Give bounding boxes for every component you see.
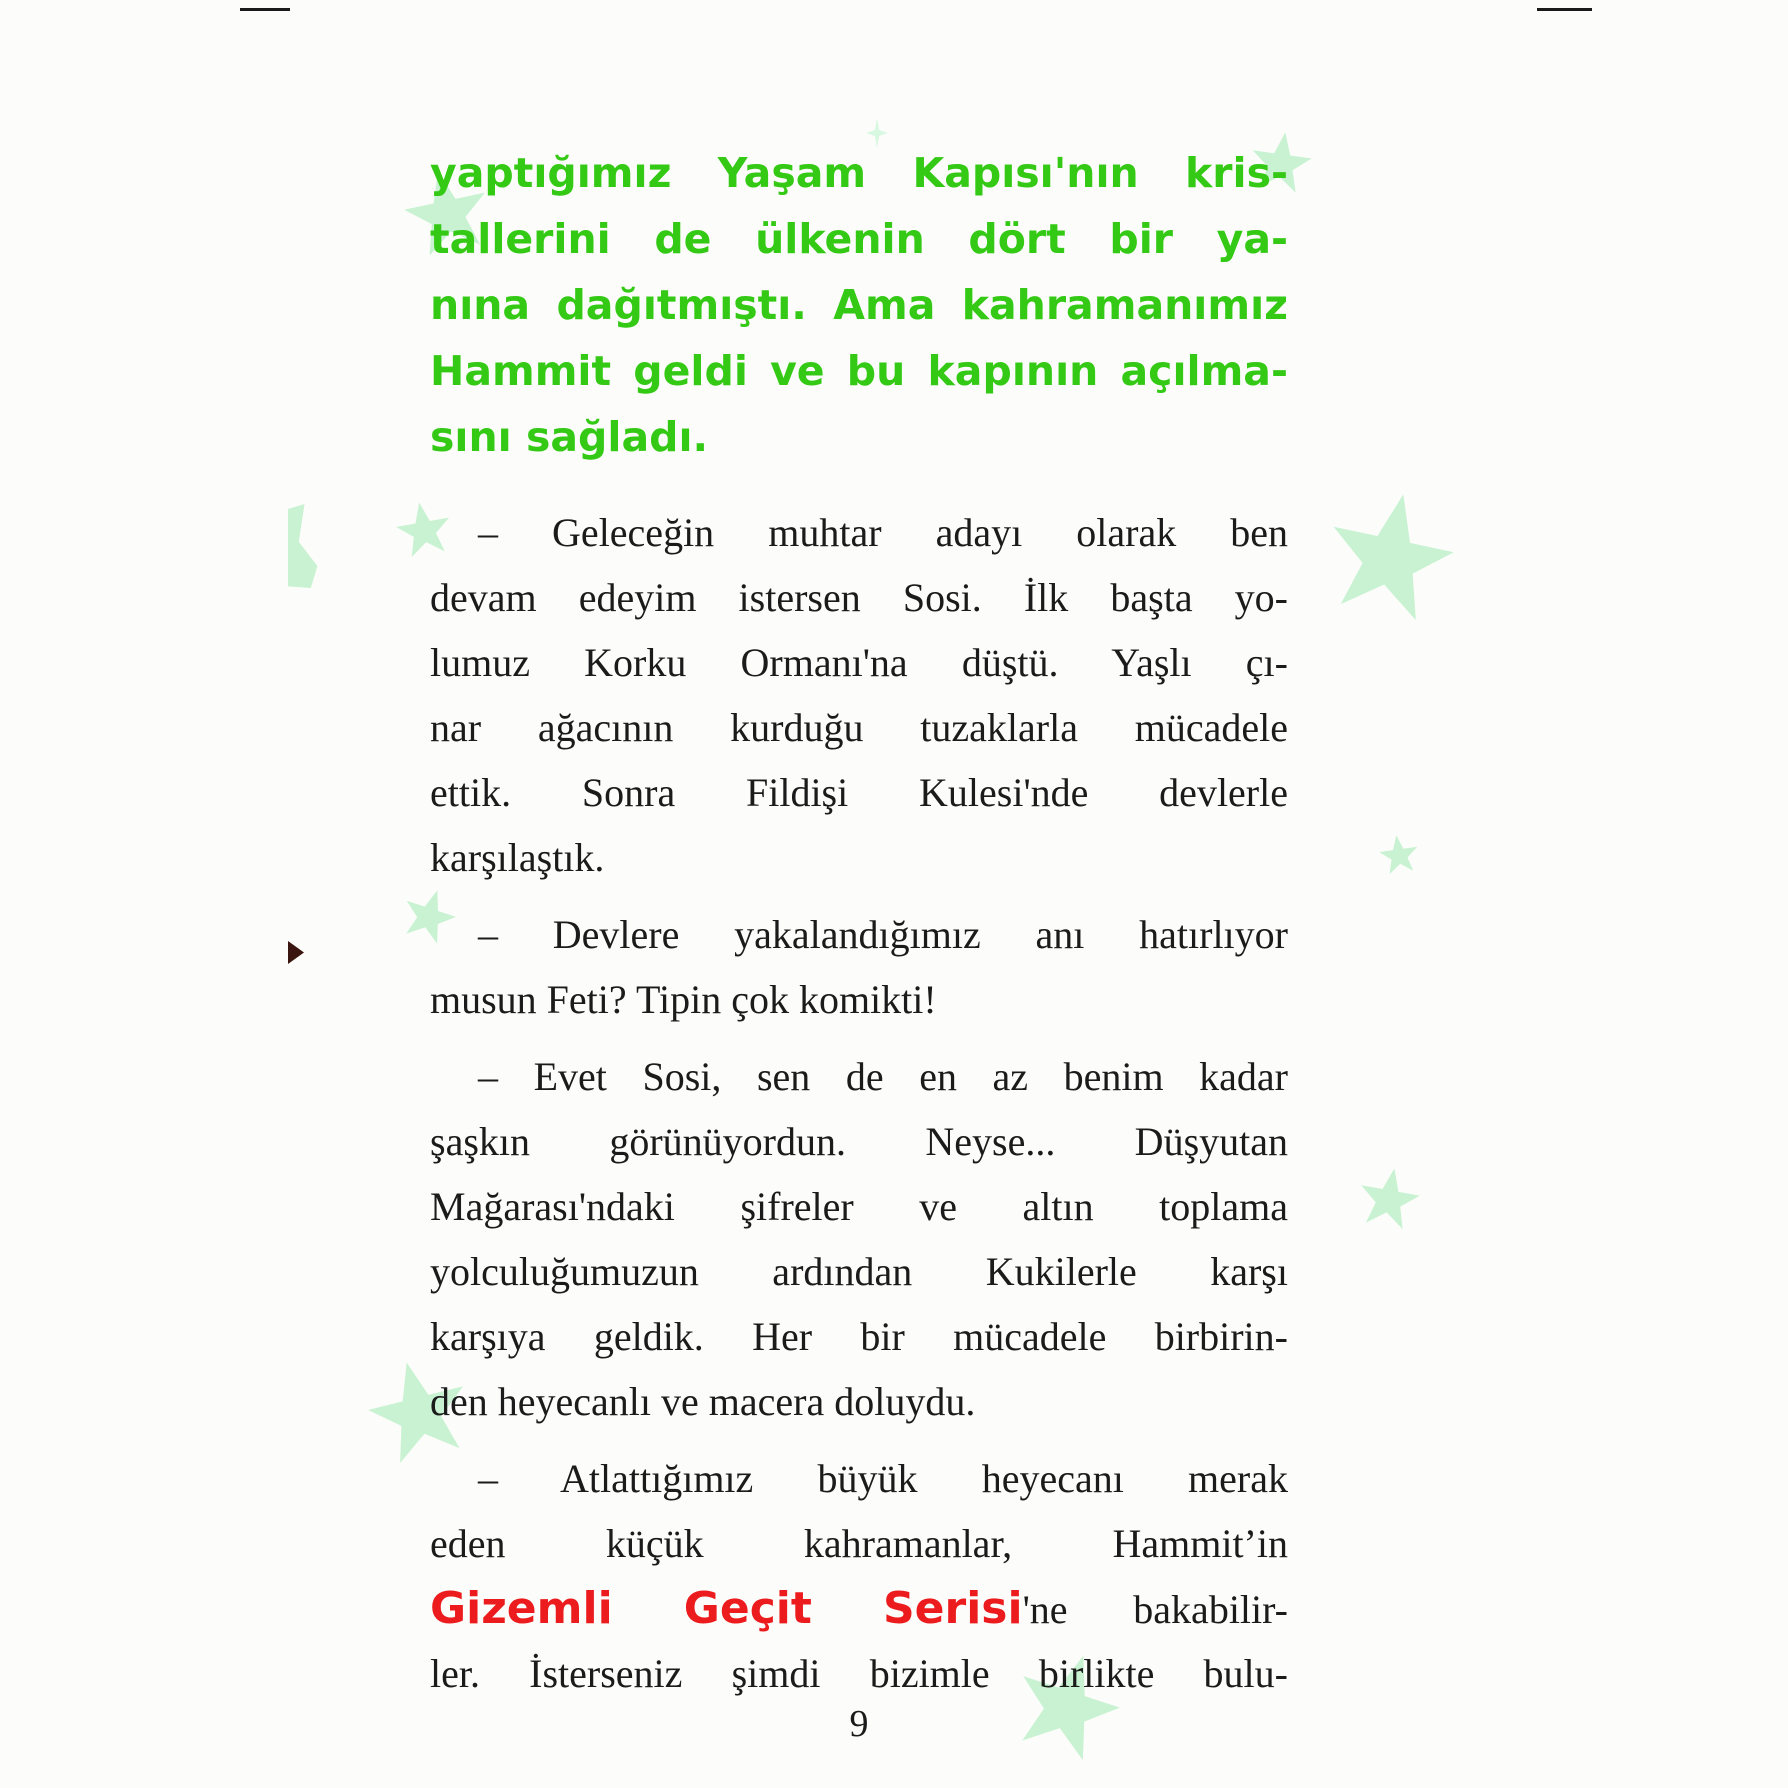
body-line: – Geleceğin muhtar adayı olarak ben xyxy=(478,510,1288,555)
corner-mark-left xyxy=(240,8,290,11)
series-suffix: 'ne bakabilir- xyxy=(1022,1587,1288,1632)
body-line: nar ağacının kurduğu tuzaklarla mücadele xyxy=(430,705,1288,750)
body-line: devam edeyim istersen Sosi. İlk başta yo- xyxy=(430,575,1288,620)
clipped-star-icon xyxy=(288,504,318,588)
body-line: musun Feti? Tipin çok komikti! xyxy=(430,977,937,1022)
body-line: den heyecanlı ve macera doluydu. xyxy=(430,1379,976,1424)
star-icon xyxy=(1314,481,1466,633)
body-line: ettik. Sonra Fildişi Kulesi'nde devlerle xyxy=(430,770,1288,815)
page-number: 9 xyxy=(849,1703,869,1745)
star-icon xyxy=(1376,832,1421,877)
paragraph xyxy=(430,1446,1288,1706)
body-line: Mağarası'ndaki şifreler ve altın toplama xyxy=(430,1184,1288,1229)
body-line: eden küçük kahramanlar, Hammit’in xyxy=(430,1521,1288,1566)
body-line: lumuz Korku Ormanı'na düştü. Yaşlı çı- xyxy=(430,640,1288,685)
body-line: – Atlattığımız büyük heyecanı merak xyxy=(478,1456,1288,1501)
heading-line: yaptığımız Yaşam Kapısı'nın kris- xyxy=(430,149,1288,197)
paragraph xyxy=(430,902,1288,1032)
body-line: – Devlere yakalandığımız anı hatırlıyor xyxy=(478,912,1288,957)
paragraph xyxy=(430,500,1288,890)
body-text-block xyxy=(430,500,1288,1718)
heading-block xyxy=(430,140,1288,470)
body-line: yolculuğumuzun ardından Kukilerle karşı xyxy=(430,1249,1288,1294)
heading-line: sını sağladı. xyxy=(430,413,709,461)
paragraph xyxy=(430,1044,1288,1434)
series-title: Gizemli Geçit Serisi xyxy=(430,1583,1023,1634)
star-icon xyxy=(1353,1163,1425,1235)
heading-line: tallerini de ülkenin dört bir ya- xyxy=(430,215,1288,263)
body-line: karşıya geldik. Her bir mücadele birbirin- xyxy=(430,1314,1288,1359)
body-line: – Evet Sosi, sen de en az benim kadar xyxy=(478,1054,1288,1099)
corner-mark-right xyxy=(1537,8,1592,11)
body-line-with-series xyxy=(430,1576,1288,1641)
heading-line: nına dağıtmıştı. Ama kahramanımız xyxy=(430,281,1288,329)
body-line: şaşkın görünüyordun. Neyse... Düşyutan xyxy=(430,1119,1288,1164)
body-line: karşılaştık. xyxy=(430,835,605,880)
heading-line: Hammit geldi ve bu kapının açılma- xyxy=(430,347,1288,395)
triangle-bullet-icon xyxy=(288,941,304,964)
body-line: ler. İsterseniz şimdi bizimle birlikte bulu- xyxy=(430,1651,1288,1696)
